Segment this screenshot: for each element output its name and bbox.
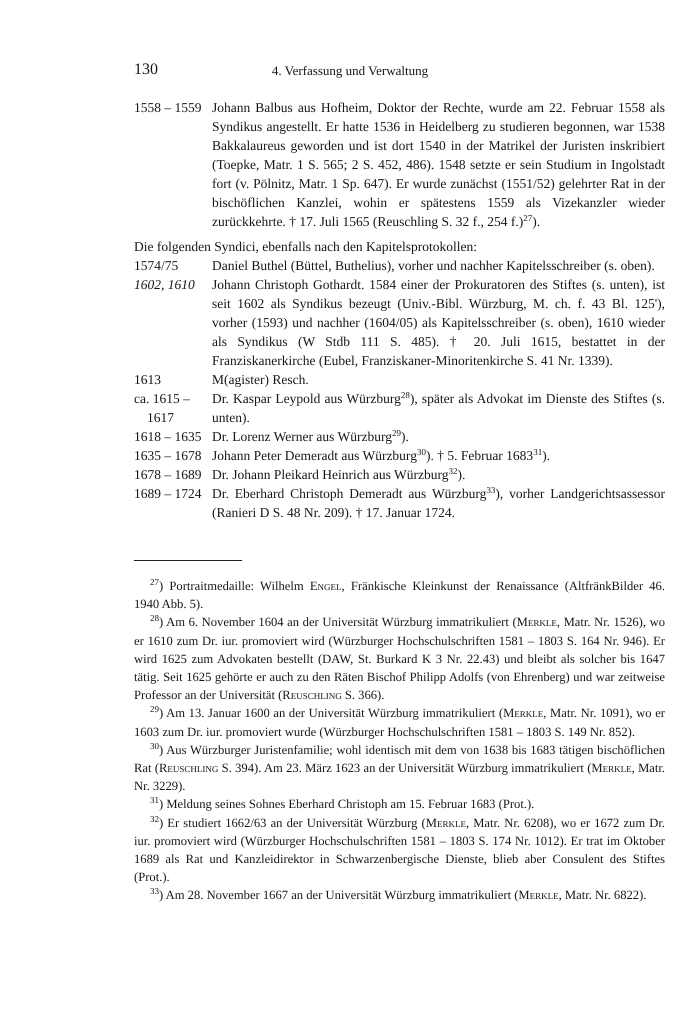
syndic-entry — [134, 370, 665, 389]
footnote: $^{29}$) Am 13. Januar 1600 an der Universität Würzburg immatrikuliert (Merkle, Matr. Nr. 1091), wo er 1603 zum Dr. iur. promoviert wurde (Würzburger Hochschulschriften 1581 – 1803 S. 149 Nr. 852). — [134, 704, 665, 739]
syndic-entry — [134, 465, 665, 484]
footnote-ref[interactable]: 29 — [391, 428, 401, 438]
entry-date: 1558 – 1559 — [134, 100, 202, 115]
syndic-entry-balbus — [134, 98, 665, 231]
chapter-title: 4. Verfassung und Verwaltung — [271, 63, 429, 78]
syndic-entry — [134, 256, 665, 275]
syndic-entry — [134, 446, 665, 465]
footnote: $^{32}$) Er studiert 1662/63 an der Universität Würzburg (Merkle, Matr. Nr. 6208), wo er 1672 zum Dr. iur. promoviert wird (Würzburger Hochschulschriften 1581 – 1803 S. 174 Nr. 1012). Er trat im Oktober 1689 als Rat und Kanzleidirektor in Schwarzenbergische Dienste, blieb aber Consulent des Stiftes (Prot.). — [134, 813, 665, 885]
running-header — [0, 60, 700, 82]
footnote-ref[interactable]: 27 — [523, 213, 533, 223]
section-intro: Die folgenden Syndici, ebenfalls nach den Kapitelsprotokollen: — [134, 239, 478, 254]
entry-text: Dr. Johann Pleikard Heinrich aus Würzburg$^{32}$). — [212, 466, 466, 482]
syndic-entry — [134, 389, 665, 427]
entry-date: 1689 – 1724 — [134, 486, 202, 501]
entry-text: Dr. Eberhard Christoph Demeradt aus Würzburg$^{33}$), vorher Landgerichtsassessor (Ranieri D S. 48 Nr. 209). † 17. Januar 1724. — [212, 485, 665, 520]
entry-date: ca. 1615 – 1617 — [134, 391, 190, 425]
footnote-ref[interactable]: 28 — [400, 390, 410, 400]
footnote-divider — [134, 560, 242, 561]
entry-text: M(agister) Resch. — [212, 372, 309, 387]
entry-text: Daniel Buthel (Büttel, Buthelius), vorher und nachher Kapitelsschreiber (s. oben). — [212, 258, 655, 273]
footnote: $^{31}$) Meldung seines Sohnes Eberhard Christoph am 15. Februar 1683 (Prot.). — [150, 795, 535, 812]
syndic-entry — [134, 484, 665, 522]
footnote: $^{33}$) Am 28. November 1667 an der Universität Würzburg immatrikuliert (Merkle, Matr. Nr. 6822). — [150, 886, 647, 903]
syndic-entry — [134, 427, 665, 446]
footnote-ref[interactable]: 30 — [416, 447, 426, 457]
main-text — [134, 98, 665, 522]
footnote: $^{27}$) Portraitmedaille: Wilhelm Engel, Fränkische Kleinkunst der Renaissance (AltfränkBilder 46. 1940 Abb. 5). — [134, 577, 666, 612]
footnotes — [134, 577, 665, 905]
syndic-entry — [134, 275, 665, 370]
entry-date: 1635 – 1678 — [134, 448, 202, 463]
footnote: $^{28}$) Am 6. November 1604 an der Universität Würzburg immatrikuliert (Merkle, Matr. Nr. 1526), wo er 1610 zum Dr. iur. promoviert wird (Würzburger Hochschulschriften 1581 – 1803 S. 164 Nr. 946). Er wird 1625 zum Advokaten bestellt (DAW, St. Burkard K 3 Nr. 22.43) und bleibt als solcher bis 1647 tätig. Seit 1625 gehörte er auch zu den Räten Bischof Philipp Adolfs (von Ehrenberg) und war zeitweise Professor an der Universität (Reuschling S. 366). — [134, 613, 666, 703]
entry-text: Dr. Lorenz Werner aus Würzburg$^{29}$). — [212, 428, 409, 444]
footnote-ref[interactable]: 31 — [533, 447, 543, 457]
entry-text: Johann Christoph Gothardt. 1584 einer der Prokuratoren des Stiftes (s. unten), ist seit 1602 als Syndikus bezeugt (Univ.-Bibl. Würzburg, M. ch. f. 43 Bl. 125'), vorher (1593) und nachher (1604/05) als Kapitelsschreiber (s. oben), 1610 wieder als Syndikus (W Stdb 111 S. 485). † 20. Juli 1615, bestattet in der Franziskanerkirche (Eubel, Franziskaner-Minoritenkirche S. 41 Nr. 1339). — [212, 277, 665, 368]
entry-date: 1574/75 — [134, 258, 179, 273]
entry-text: Johann Balbus aus Hofheim, Doktor der Rechte, wurde am 22. Februar 1558 als Syndikus angestellt. Er hatte 1536 in Heidelberg zu studieren begonnen, war 1538 Bakkalaureus geworden und ist dort 1540 in der Matrikel der Juristen inskribiert (Toepke, Matr. 1 S. 565; 2 S. 452, 486). 1548 setzte er sein Studium in Ingolstadt fort (v. Pölnitz, Matr. 1 Sp. 647). Er wurde zunächst (1551/52) gelehrter Rat in der bischöflichen Kanzlei, wohin er spätestens 1559 als Vizekanzler wieder zurückkehrte. † 17. Juli 1565 (Reuschling S. 32 f., 254 f.)$^{27}$). — [212, 100, 665, 229]
entry-date: 1678 – 1689 — [134, 467, 202, 482]
footnote-ref[interactable]: 33 — [486, 485, 496, 495]
entry-date: 1618 – 1635 — [134, 429, 202, 444]
entry-date: 1602, 1610 — [134, 277, 195, 292]
entry-date: 1613 — [134, 372, 161, 387]
footnote: $^{30}$) Aus Würzburger Juristenfamilie; wohl identisch mit dem von 1638 bis 1683 tätigen bischöflichen Rat (Reuschling S. 394). Am 23. März 1623 an der Universität Würzburg immatrikuliert (Merkle, Matr. Nr. 3229). — [134, 740, 665, 794]
page-number: 130 — [134, 61, 158, 78]
footnote-ref[interactable]: 32 — [448, 466, 458, 476]
entry-text: Dr. Kaspar Leypold aus Würzburg$^{28}$), später als Advokat im Dienste des Stiftes (s. unten). — [212, 390, 665, 425]
entry-text: Johann Peter Demeradt aus Würzburg$^{30}$). † 5. Februar 1683$^{31}$). — [212, 447, 551, 463]
